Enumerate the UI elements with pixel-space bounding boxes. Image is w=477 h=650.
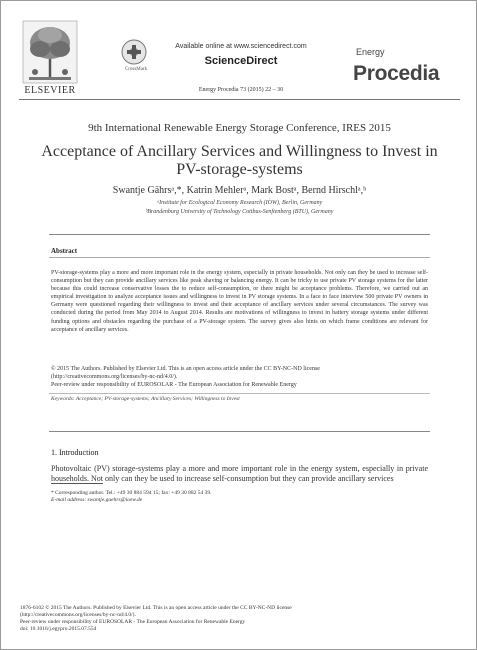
peer-review-line: Peer-review under responsibility of EUROSOLAR - The European Association for Renewable Energy — [51, 382, 297, 388]
abstract-body: PV-storage-systems play a more and more important role in the energy system, especially in private households. Not only can they be used to increase self-consumption but they can provide ancillary services like peak shaving or balancing energy. It can be tricky to use private PV storage systems for the latter because this could increase conservative losses the to reduce self-consumption, or there might be acceptance problems. Therefore, we carried out an empirical investigation to analyze acceptance issues and willingness to invest in PV storage systems. In a face to face interview 500 private PV owners in Germany were questioned regarding their willingness to invest and their acceptance of ancillary services under several circumstances. The survey was conducted during the period from May 2014 to August 2014. Results are motivations of willingness to invest in battery storage systems under different funding options and obstacles regarding the purchase of a PV-storage system. The survey gives also hints on which frame conditions are relevant for acceptance of ancillary services. — [51, 270, 428, 333]
journal-citation: Energy Procedia 73 (2015) 22 – 30 — [198, 87, 284, 93]
paper-title: Acceptance of Ancillary Services and Willingness to Invest in PV-storage-systems — [41, 143, 438, 178]
author-email[interactable]: E-mail address: swantje.gaehrs@ioew.de — [51, 497, 143, 503]
available-online-text: Available online at www.sciencedirect.com — [175, 43, 307, 50]
author-list: Swantje Gährsᵃ,*, Katrin Mehlerᵃ, Mark Bostᵃ, Bernd Hirschlᵃ,ᵇ — [112, 185, 367, 196]
corresponding-author-note: * Corresponding author. Tel.: +49 30 884 594 15; fax: +49 30 882 54 39. — [51, 490, 212, 496]
issn-copyright-line: 1876-6102 © 2015 The Authors. Published by Elsevier Ltd. This is an open access article under the CC BY-NC-ND license — [20, 605, 292, 611]
abstract-top-divider — [49, 234, 430, 235]
doi-line[interactable]: doi: 10.1016/j.egypro.2015.07.554 — [20, 626, 97, 632]
bottom-peer-review-line: Peer-review under responsibility of EUROSOLAR - The European Association for Renewable Energy — [20, 619, 246, 625]
introduction-paragraph: Photovoltaic (PV) storage-systems play a more and more important role in the energy system, especially in private households. Not only can they be used to increase self-consumption but they can provide ancillary services — [51, 464, 428, 483]
keywords-divider — [49, 393, 430, 394]
header-divider — [19, 99, 460, 100]
copyright-line: © 2015 The Authors. Published by Elsevier Ltd. This is an open access article under the CC BY-NC-ND license — [51, 366, 320, 372]
abstract-bottom-divider — [49, 431, 430, 432]
elsevier-wordmark: ELSEVIER — [24, 85, 76, 96]
section-heading-introduction: 1. Introduction — [51, 448, 99, 457]
crossmark-label: CrossMark — [124, 67, 148, 72]
copyright-block — [51, 365, 428, 389]
footnote-divider — [51, 483, 103, 484]
elsevier-logo — [21, 19, 79, 101]
affiliation-a: ᵃInstitute for Ecological Economy Research (IÖW), Berlin, Germany — [156, 200, 323, 206]
bottom-license-link[interactable]: (http://creativecommons.org/licenses/by-nc-nd/4.0/). — [20, 612, 136, 618]
footnote — [51, 490, 431, 504]
keywords: Keywords: Acceptance; PV-storage-systems; Ancillary Services; Willingness to Invest — [51, 396, 240, 402]
license-link[interactable]: (http://creativecommons.org/licenses/by-nc-nd/4.0/). — [51, 374, 178, 380]
affiliation-b: ᵇBrandenburg University of Technology Cottbus-Senftenberg (BTU), Germany — [145, 209, 334, 215]
crossmark-icon[interactable] — [121, 39, 147, 65]
conference-name: 9th International Renewable Energy Storage Conference, IRES 2015 — [88, 122, 391, 134]
journal-name-small: Energy — [356, 47, 385, 57]
abstract-heading: Abstract — [51, 247, 78, 255]
journal-name-large: Procedia — [353, 62, 440, 85]
sciencedirect-logo[interactable]: ScienceDirect — [204, 55, 278, 67]
abstract-divider — [49, 257, 430, 258]
bottom-license-block — [20, 605, 440, 633]
